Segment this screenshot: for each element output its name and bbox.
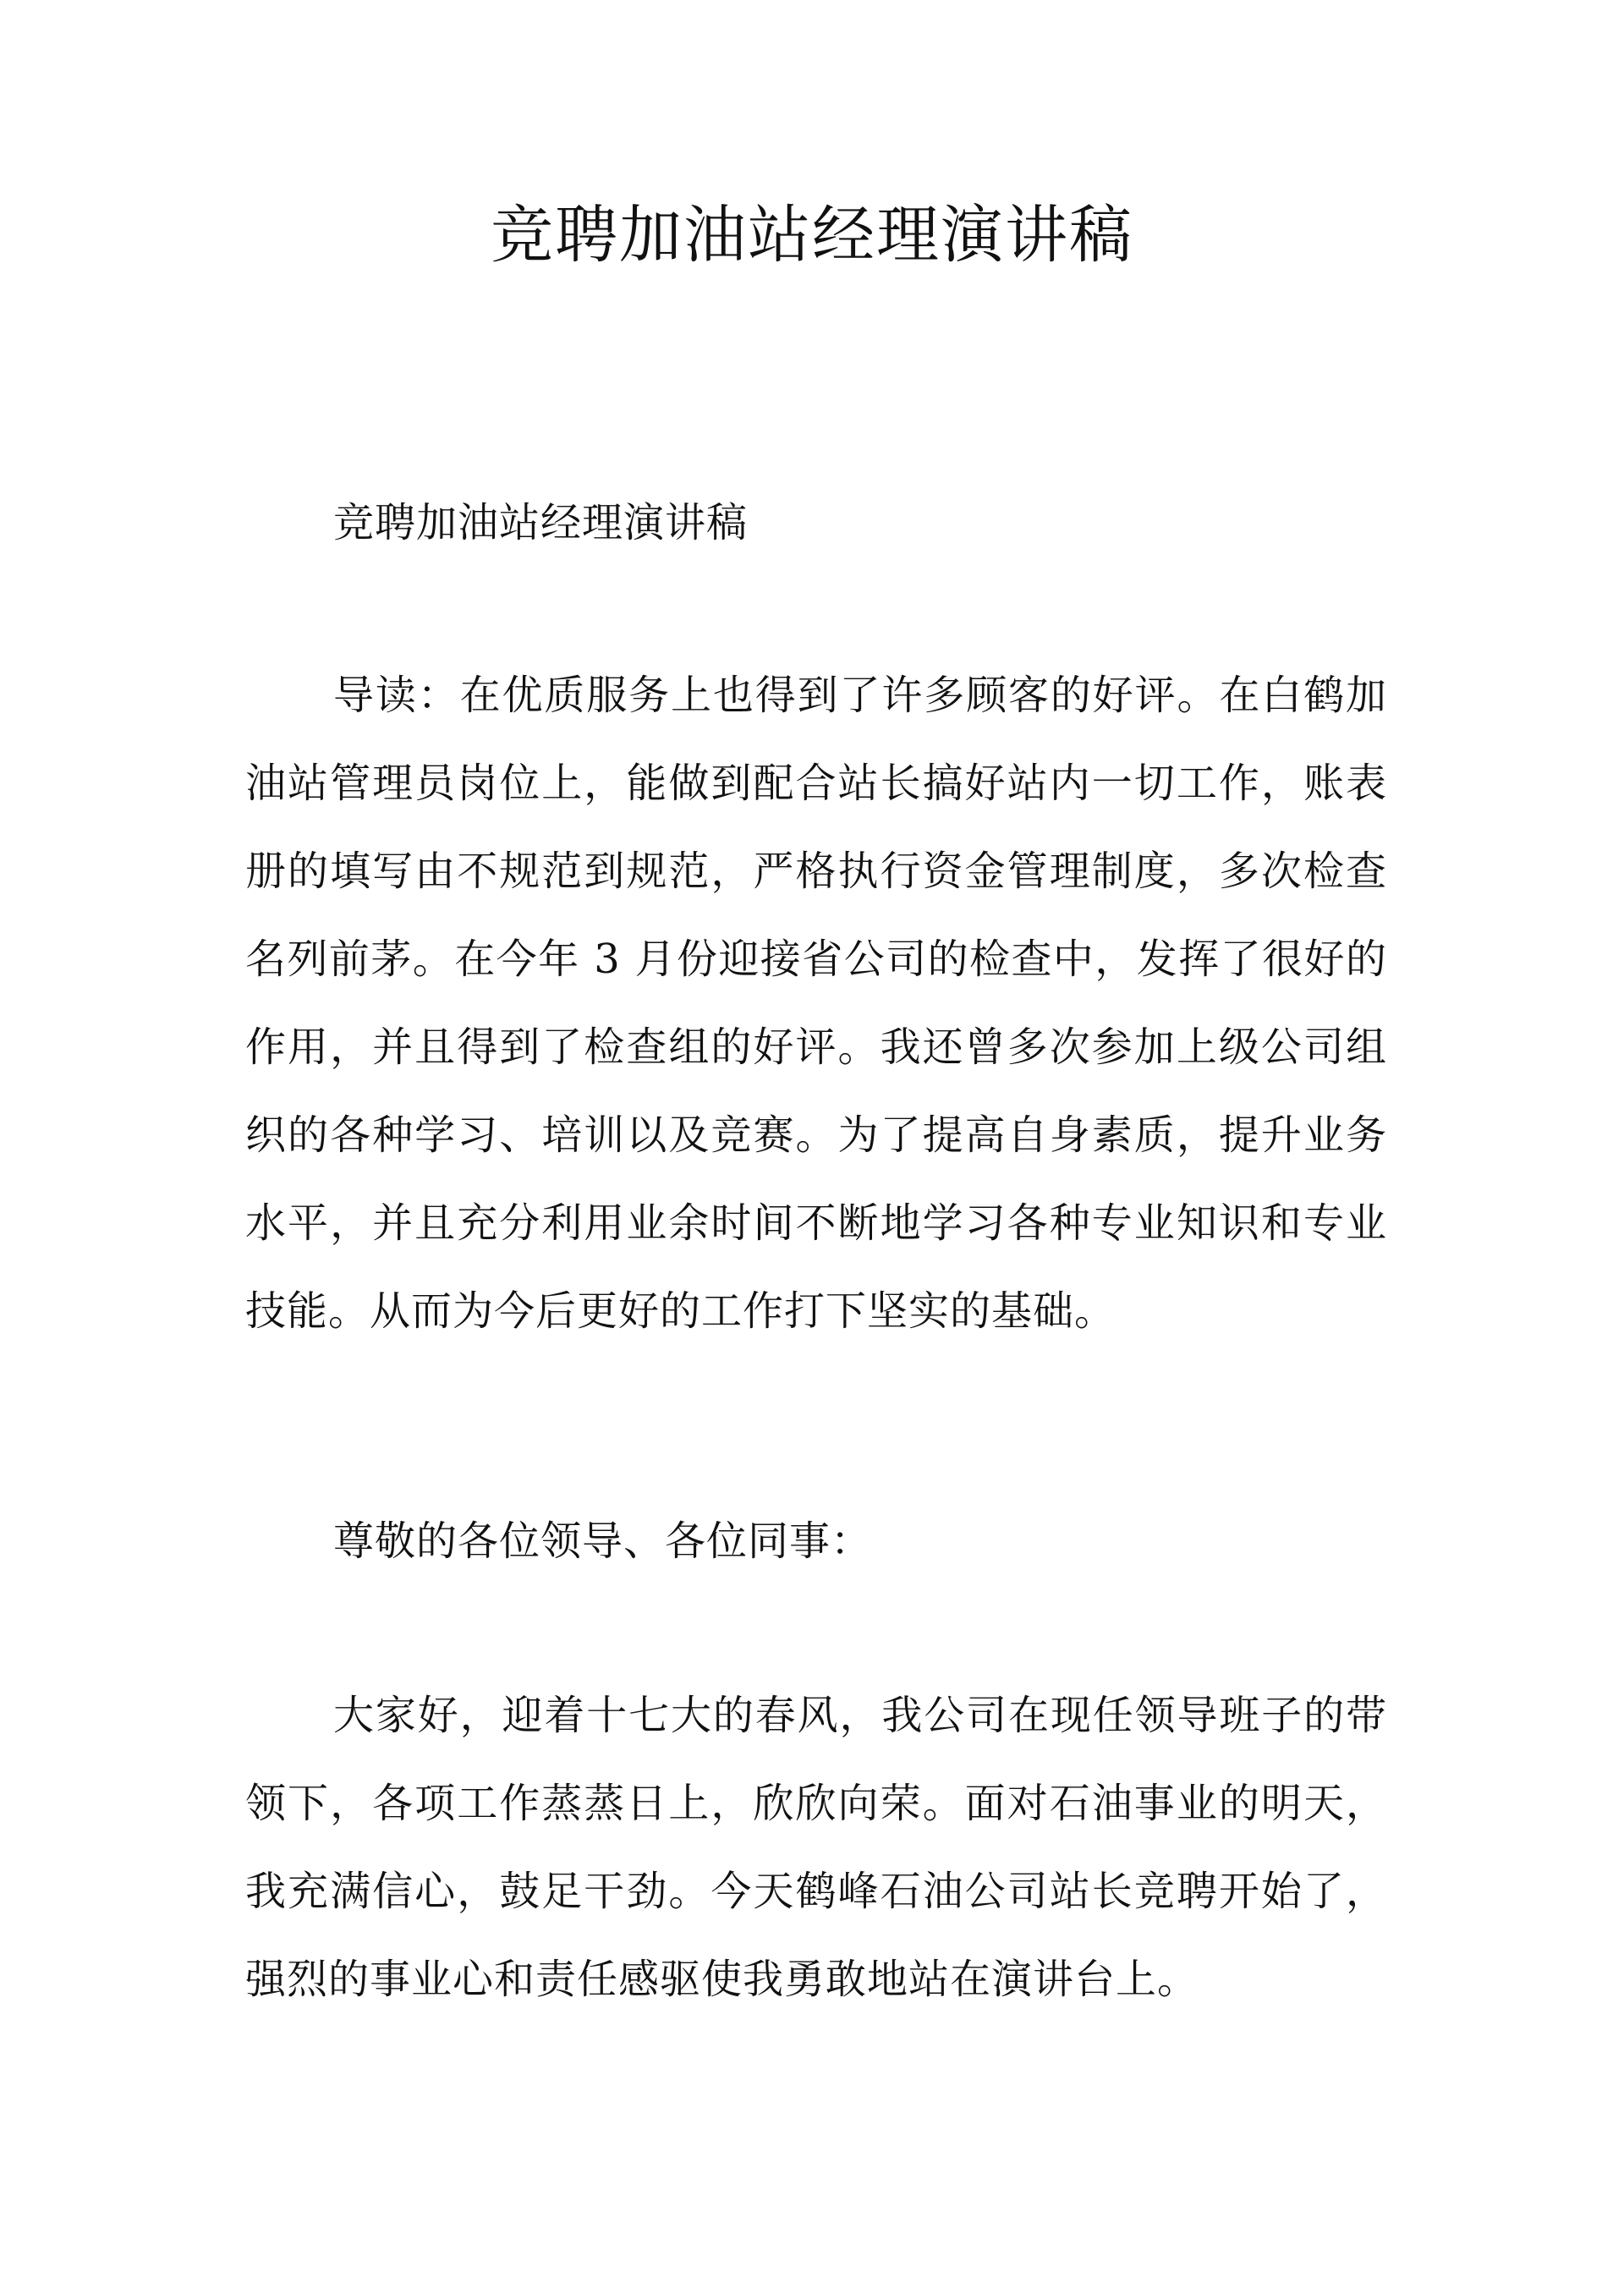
subtitle-paragraph: 竞聘加油站经理演讲稿 — [333, 499, 749, 546]
document-title: 竞聘加油站经理演讲稿 — [491, 199, 1133, 272]
greeting-paragraph: 尊敬的各位领导、各位同事： — [333, 1517, 873, 1565]
speech-paragraph: 大家好，迎着十七大的春风，我公司在现任领导班子的带领下，各项工作蒸蒸日上，欣欣向荣。面对石油事业的明天，我充满信心，鼓足干劲。今天鹤峰石油公司站长竞聘开始了，强烈的事业心和责任感驱使我勇敢地站在演讲台上。 — [245, 1692, 1387, 2003]
intro-paragraph: 导读：在优质服务上也得到了许多顾客的好评。在白鹤加油站管理员岗位上，能做到配合站长搞好站内一切工作，账表册的填写由不规范到规范，严格执行资金管理制度，多次检查名列前茅。在今年 3 月份迎接省公司的检查中，发挥了很好的作用，并且得到了检查组的好评。我还曾多次参加上级公司组织的各种学习、培训以及竞赛。为了提高自身素质，提升业务水平，并且充分利用业余时间不断地学习各种专业知识和专业技能。从而为今后更好的工作打下坚实的基础。 — [245, 672, 1387, 1335]
